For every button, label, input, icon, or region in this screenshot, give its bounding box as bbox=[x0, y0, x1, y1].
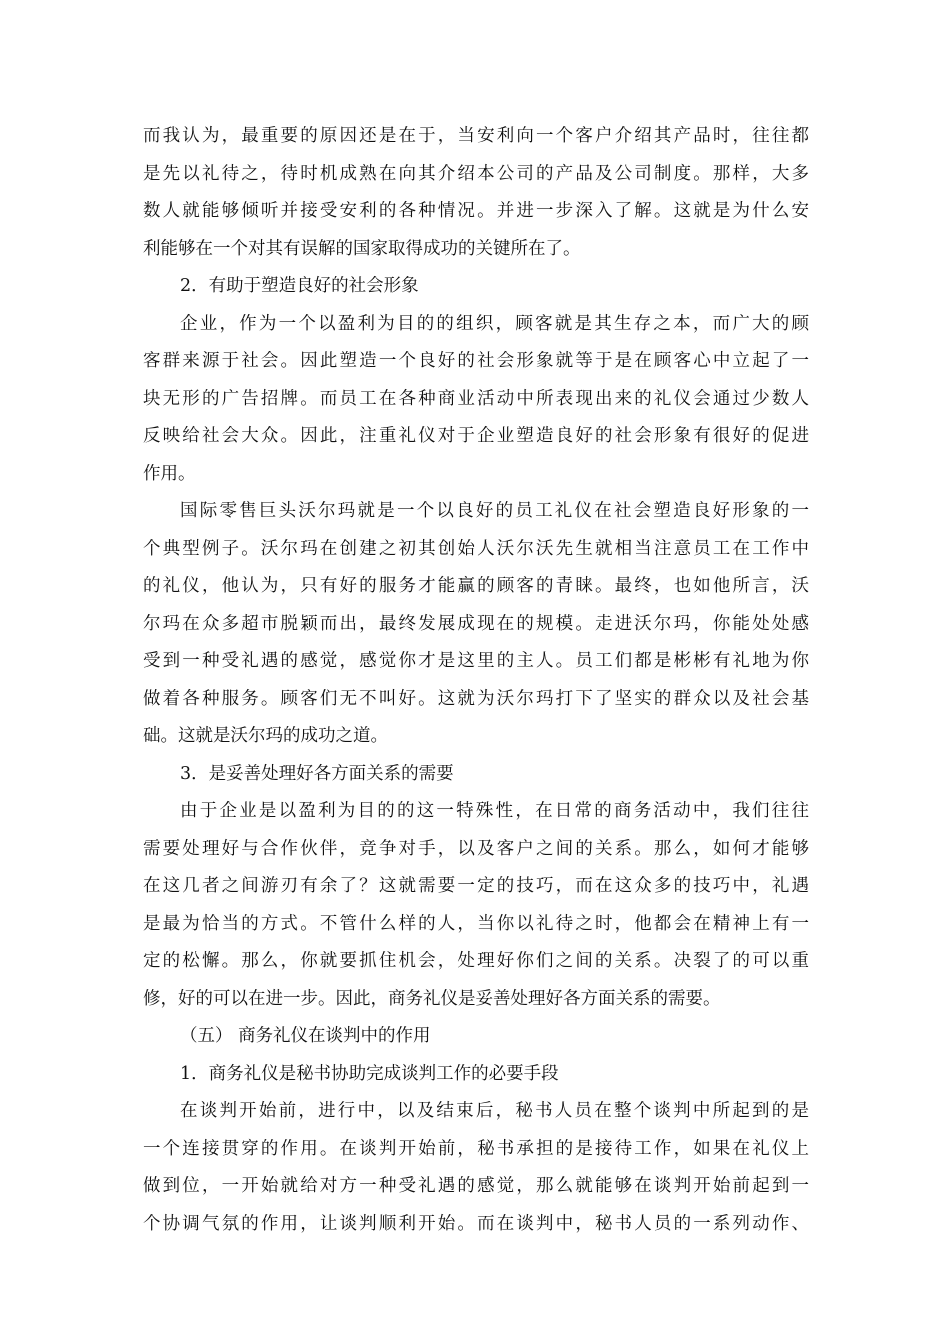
text-line: 企业，作为一个以盈利为目的的组织，顾客就是其生存之本，而广大的顾 bbox=[180, 313, 809, 334]
text-line: 一个连接贯穿的作用。在谈判开始前，秘书承担的是接待工作，如果在礼仪上 bbox=[143, 1138, 809, 1159]
text-line: 由于企业是以盈利为目的的这一特殊性，在日常的商务活动中，我们往往 bbox=[180, 801, 809, 821]
text-line: 在谈判开始前，进行中，以及结束后，秘书人员在整个谈判中所起到的是 bbox=[180, 1101, 809, 1121]
text-line: 客群来源于社会。因此塑造一个良好的社会形象就等于是在顾客心中立起了一 bbox=[143, 351, 809, 371]
text-line: 在这几者之间游刃有余了？这就需要一定的技巧，而在这众多的技巧中，礼遇 bbox=[143, 876, 809, 896]
text-line: 础。这就是沃尔玛的成功之道。 bbox=[143, 726, 388, 746]
text-line: 是最为恰当的方式。不管什么样的人，当你以礼待之时，他都会在精神上有一 bbox=[143, 913, 809, 934]
text-line: 是先以礼待之，待时机成熟在向其介绍本公司的产品及公司制度。那样，大多 bbox=[143, 163, 809, 184]
text-line: 3．是妥善处理好各方面关系的需要 bbox=[180, 763, 454, 784]
text-line: 利能够在一个对其有误解的国家取得成功的关键所在了。 bbox=[143, 238, 581, 259]
text-line: 个典型例子。沃尔玛在创建之初其创始人沃尔沃先生就相当注意员工在工作中 bbox=[143, 538, 809, 559]
text-line: （五） 商务礼仪在谈判中的作用 bbox=[180, 1026, 431, 1046]
text-line: 个协调气氛的作用，让谈判顺利开始。而在谈判中，秘书人员的一系列动作、 bbox=[143, 1213, 809, 1234]
text-line: 做到位，一开始就给对方一种受礼遇的感觉，那么就能够在谈判开始前起到一 bbox=[143, 1176, 809, 1196]
text-line: 而我认为，最重要的原因还是在于，当安利向一个客户介绍其产品时，往往都 bbox=[143, 126, 809, 146]
text-line: 2．有助于塑造良好的社会形象 bbox=[180, 276, 419, 296]
text-line: 1．商务礼仪是秘书协助完成谈判工作的必要手段 bbox=[180, 1063, 559, 1084]
text-line: 作用。 bbox=[143, 463, 196, 484]
text-line: 数人就能够倾听并接受安利的各种情况。并进一步深入了解。这就是为什么安 bbox=[143, 201, 809, 221]
text-line: 反映给社会大众。因此，注重礼仪对于企业塑造良好的社会形象有很好的促进 bbox=[143, 426, 809, 446]
text-line: 国际零售巨头沃尔玛就是一个以良好的员工礼仪在社会塑造良好形象的一 bbox=[180, 501, 809, 521]
text-line: 做着各种服务。顾客们无不叫好。这就为沃尔玛打下了坚实的群众以及社会基 bbox=[143, 688, 809, 709]
text-line: 修，好的可以在进一步。因此，商务礼仪是妥善处理好各方面关系的需要。 bbox=[143, 988, 721, 1009]
text-line: 需要处理好与合作伙伴，竞争对手，以及客户之间的关系。那么，如何才能够 bbox=[143, 838, 809, 859]
text-line: 尔玛在众多超市脱颖而出，最终发展成现在的规模。走进沃尔玛，你能处处感 bbox=[143, 613, 809, 634]
document-body bbox=[143, 118, 809, 1243]
text-line: 的礼仪，他认为，只有好的服务才能赢的顾客的青睐。最终，也如他所言，沃 bbox=[143, 576, 809, 596]
text-line: 块无形的广告招牌。而员工在各种商业活动中所表现出来的礼仪会通过少数人 bbox=[143, 388, 809, 409]
text-line: 受到一种受礼遇的感觉，感觉你才是这里的主人。员工们都是彬彬有礼地为你 bbox=[143, 651, 809, 671]
text-line: 定的松懈。那么，你就要抓住机会，处理好你们之间的关系。决裂了的可以重 bbox=[143, 951, 809, 971]
